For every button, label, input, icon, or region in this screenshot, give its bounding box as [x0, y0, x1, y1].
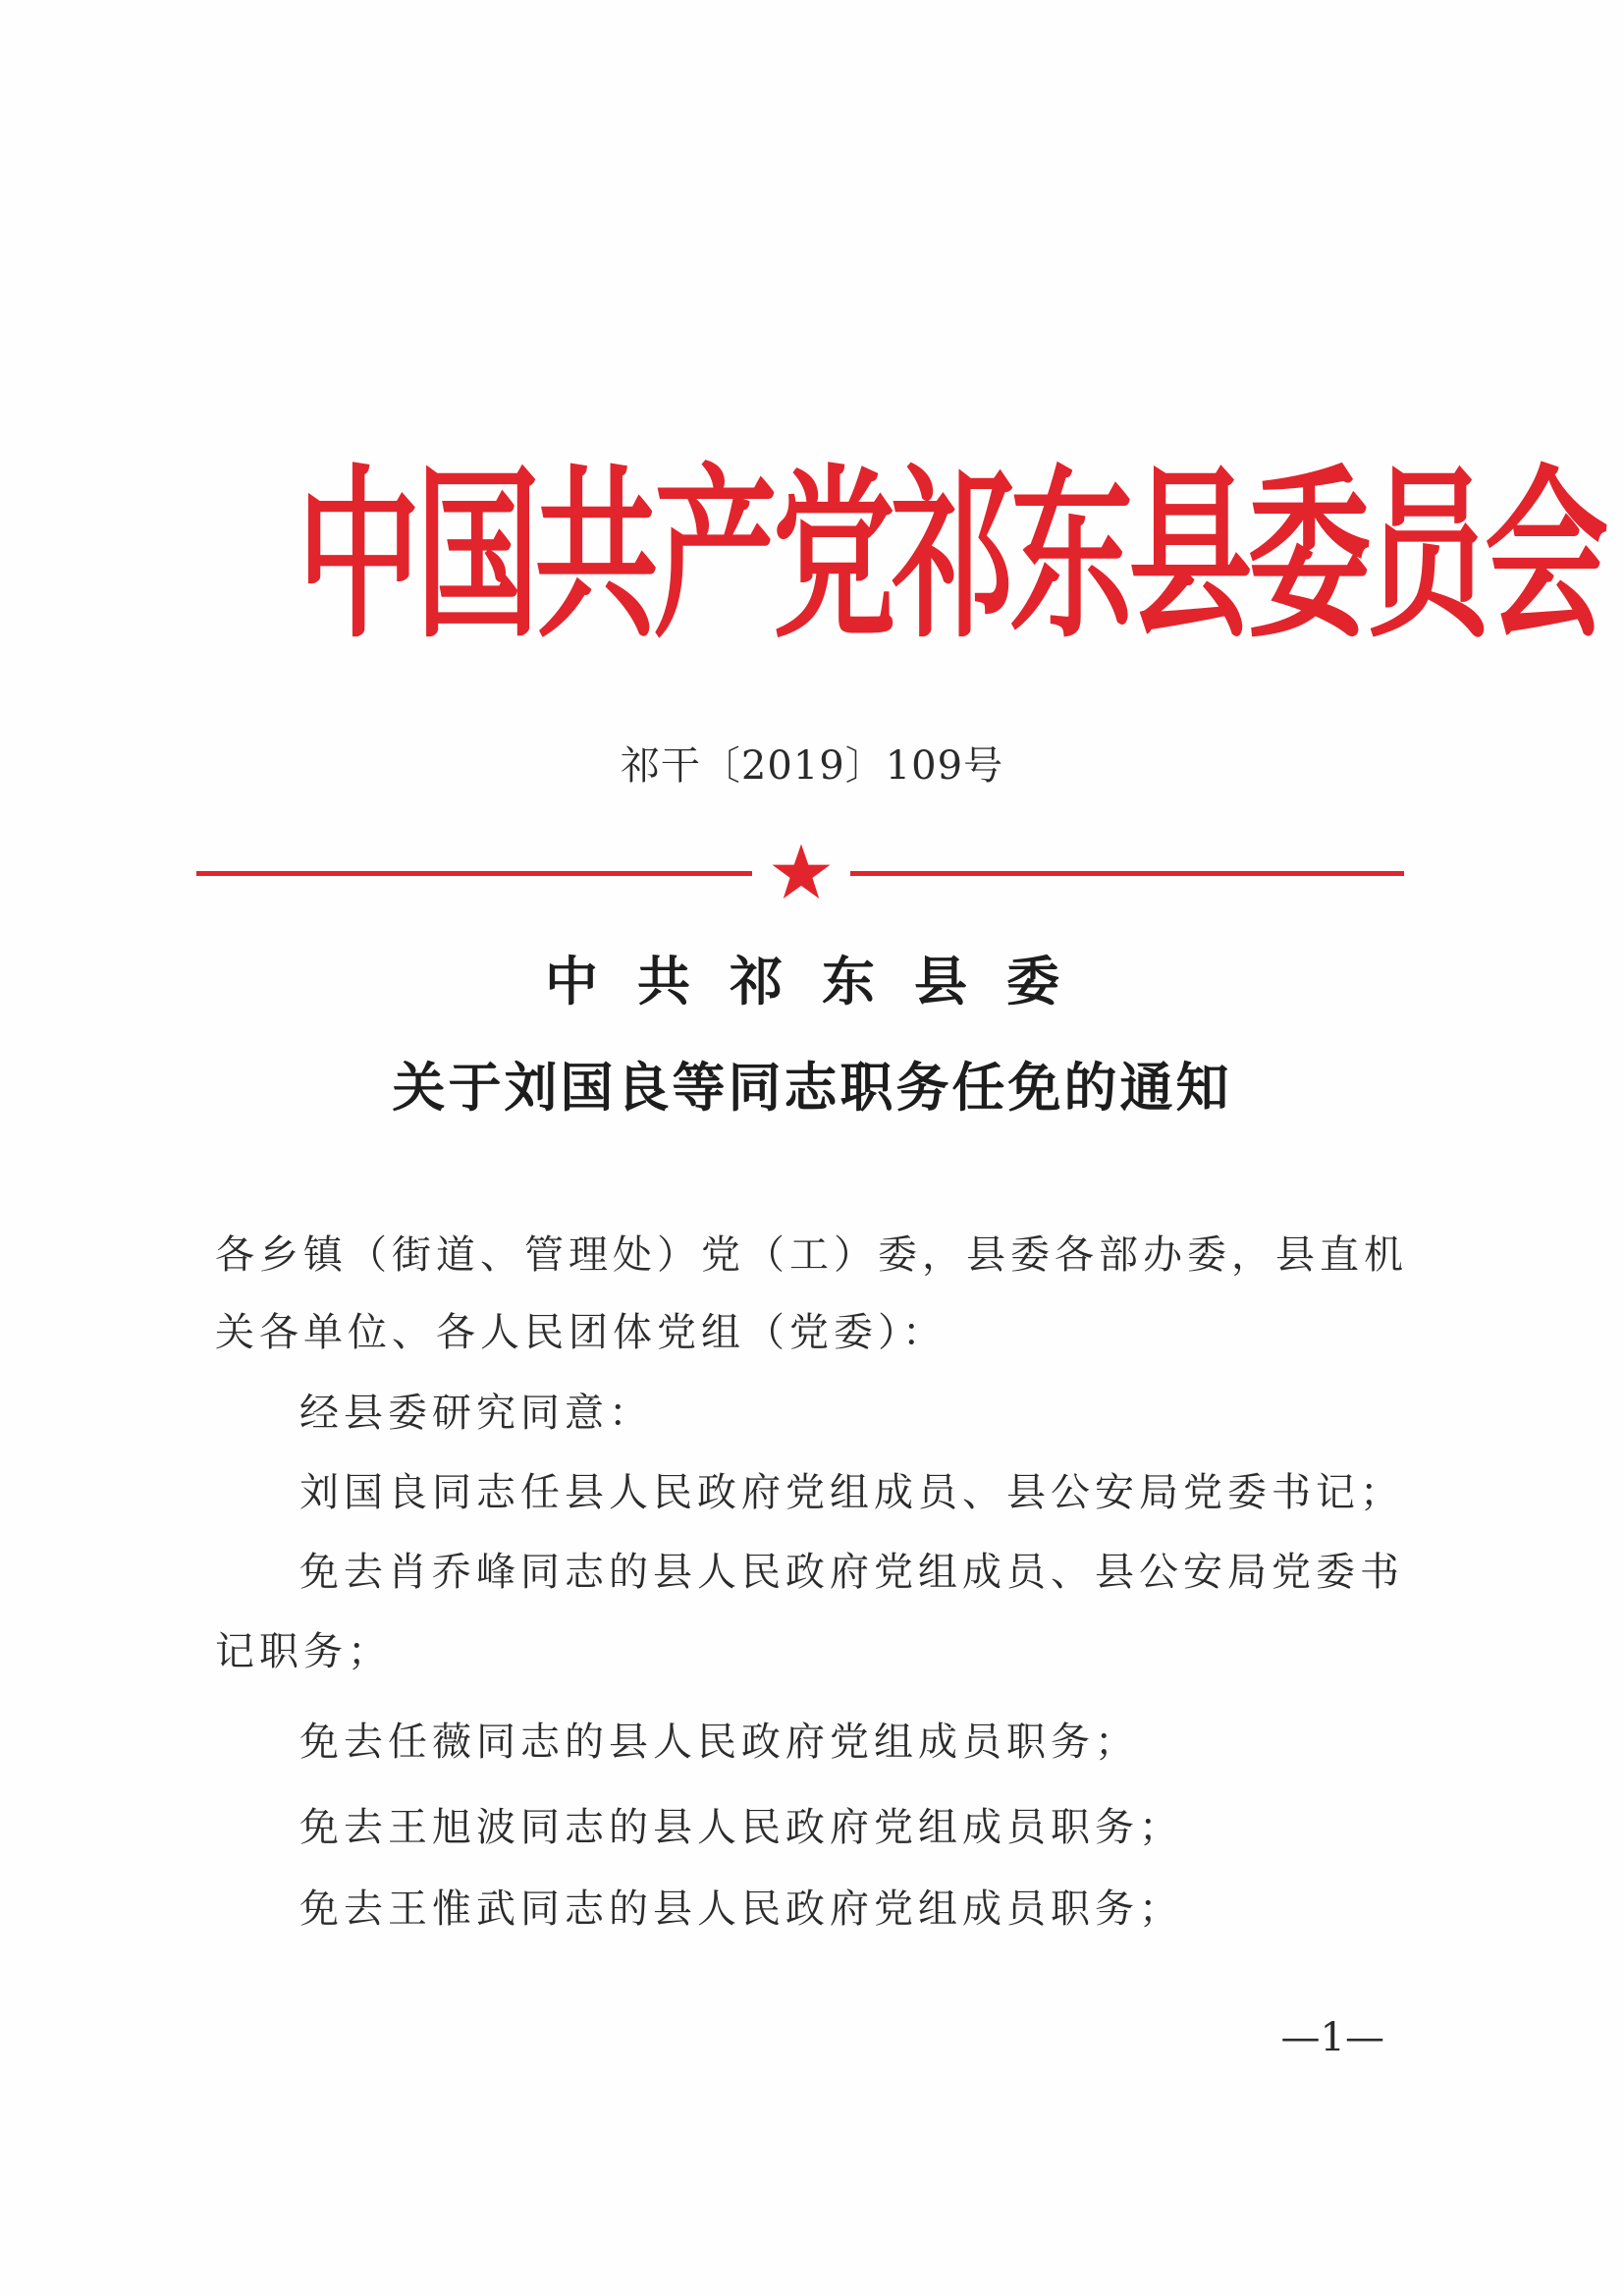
- paragraph-line: 免去王旭波同志的县人民政府党组成员职务；: [299, 1805, 1183, 1850]
- recipients-line-2: 关各单位、各人民团体党组（党委）：: [215, 1310, 947, 1355]
- paragraph-line: 经县委研究同意：: [299, 1391, 653, 1436]
- paragraph-line: 记职务；: [215, 1629, 392, 1674]
- notice-title-subject: 关于刘国良等同志职务任免的通知: [392, 1057, 1232, 1119]
- paragraph-line: 刘国良同志任县人民政府党组成员、县公安局党委书记；: [299, 1470, 1404, 1515]
- paragraph-line: 免去肖乔峰同志的县人民政府党组成员、县公安局党委书: [299, 1550, 1404, 1595]
- masthead-title: 中国共产党祁东县委员会: [297, 450, 1604, 664]
- red-rule-right: [850, 871, 1404, 876]
- paragraph-line: 免去任薇同志的县人民政府党组成员职务；: [299, 1720, 1139, 1765]
- red-rule-left: [196, 871, 752, 876]
- recipients-line-1: 各乡镇（街道、管理处）党（工）委，县委各部办委，县直机: [215, 1232, 1408, 1278]
- document-number: 祁干〔2019〕109号: [620, 743, 1004, 789]
- paragraph-line: 免去王惟武同志的县人民政府党组成员职务；: [299, 1886, 1183, 1932]
- page-number: —1—: [1280, 2015, 1384, 2060]
- notice-title-issuer: 中共祁东县委: [545, 951, 1099, 1012]
- star-icon: [771, 842, 832, 902]
